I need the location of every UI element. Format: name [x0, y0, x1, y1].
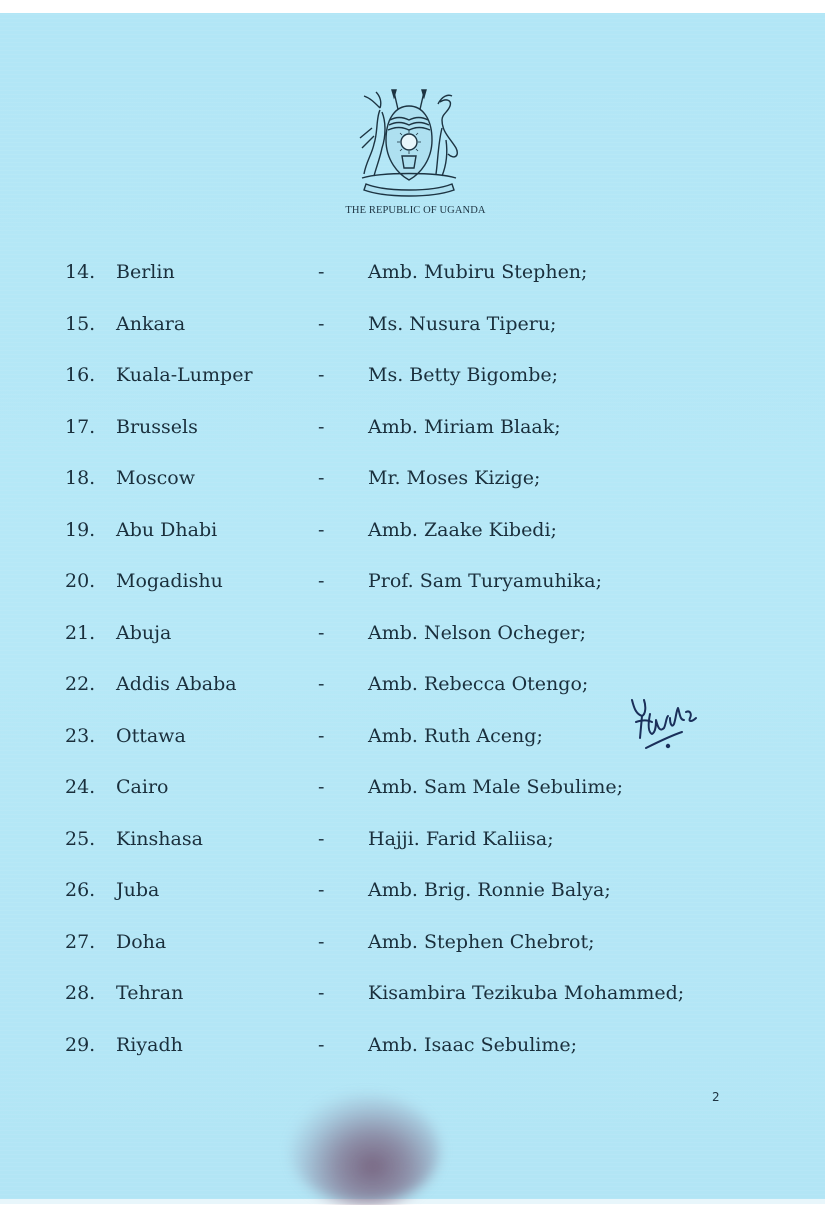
item-appointee: Amb. Nelson Ocheger; [368, 621, 586, 644]
item-number: 28. [65, 982, 96, 1004]
item-dash: - [318, 415, 325, 438]
list-item [0, 823, 825, 855]
item-dash: - [318, 673, 325, 695]
item-city: Doha [116, 930, 167, 953]
item-dash: - [318, 261, 325, 283]
item-number: 23. [65, 724, 96, 747]
item-appointee: Ms. Betty Bigombe; [368, 364, 558, 386]
item-number: 17. [65, 415, 96, 438]
item-appointee: Hajji. Farid Kaliisa; [368, 827, 554, 850]
item-number: 18. [65, 467, 96, 489]
item-city: Riyadh [116, 1033, 183, 1056]
list-item [0, 411, 825, 443]
item-number: 24. [65, 776, 96, 798]
item-city: Kuala-Lumper [116, 364, 253, 386]
item-city: Abu Dhabi [116, 518, 218, 541]
list-item [0, 256, 825, 288]
item-dash: - [318, 1033, 325, 1056]
item-city: Cairo [116, 776, 169, 798]
list-item [0, 977, 825, 1009]
item-number: 15. [65, 312, 96, 335]
list-item [0, 874, 825, 906]
page-bottom-edge [0, 1199, 825, 1204]
list-item [0, 771, 825, 803]
item-appointee: Kisambira Tezikuba Mohammed; [368, 982, 685, 1004]
republic-heading: THE REPUBLIC OF UGANDA [345, 205, 486, 216]
item-dash: - [318, 312, 325, 335]
list-item [0, 462, 825, 494]
item-appointee: Amb. Rebecca Otengo; [368, 673, 589, 695]
item-number: 27. [65, 930, 96, 953]
item-appointee: Amb. Brig. Ronnie Balya; [368, 879, 611, 901]
item-city: Mogadishu [116, 570, 223, 592]
item-dash: - [318, 930, 325, 953]
item-appointee: Amb. Zaake Kibedi; [368, 518, 557, 541]
item-appointee: Mr. Moses Kizige; [368, 467, 541, 489]
item-city: Kinshasa [116, 827, 203, 850]
signature-icon [626, 694, 712, 754]
list-item [0, 565, 825, 597]
item-number: 14. [65, 261, 96, 283]
item-appointee: Prof. Sam Turyamuhika; [368, 570, 603, 592]
item-appointee: Amb. Isaac Sebulime; [368, 1033, 578, 1056]
item-dash: - [318, 364, 325, 386]
item-number: 25. [65, 827, 96, 850]
item-number: 21. [65, 621, 96, 644]
item-city: Brussels [116, 415, 198, 438]
item-dash: - [318, 467, 325, 489]
fingerprint-smudge [290, 1095, 440, 1205]
item-dash: - [318, 879, 325, 901]
item-appointee: Ms. Nusura Tiperu; [368, 312, 557, 335]
item-city: Tehran [116, 982, 184, 1004]
page-number: 2 [712, 1090, 720, 1104]
item-number: 16. [65, 364, 96, 386]
item-appointee: Amb. Ruth Aceng; [368, 724, 543, 747]
item-city: Juba [116, 879, 160, 901]
item-city: Addis Ababa [116, 673, 237, 695]
list-item [0, 514, 825, 546]
item-city: Ankara [116, 312, 186, 335]
item-dash: - [318, 518, 325, 541]
item-dash: - [318, 724, 325, 747]
item-appointee: Amb. Miriam Blaak; [368, 415, 561, 438]
item-appointee: Amb. Stephen Chebrot; [368, 930, 595, 953]
coat-of-arms-icon [352, 88, 466, 200]
item-city: Moscow [116, 467, 195, 489]
item-number: 26. [65, 879, 96, 901]
item-dash: - [318, 776, 325, 798]
list-item [0, 359, 825, 391]
item-city: Abuja [116, 621, 172, 644]
list-item [0, 1029, 825, 1061]
item-dash: - [318, 982, 325, 1004]
item-number: 19. [65, 518, 96, 541]
list-item [0, 308, 825, 340]
item-dash: - [318, 570, 325, 592]
item-number: 22. [65, 673, 96, 695]
list-item [0, 926, 825, 958]
item-appointee: Amb. Sam Male Sebulime; [368, 776, 623, 798]
item-city: Berlin [116, 261, 175, 283]
item-number: 29. [65, 1033, 96, 1056]
list-item [0, 617, 825, 649]
item-city: Ottawa [116, 724, 186, 747]
item-number: 20. [65, 570, 96, 592]
item-appointee: Amb. Mubiru Stephen; [368, 261, 588, 283]
item-dash: - [318, 827, 325, 850]
item-dash: - [318, 621, 325, 644]
